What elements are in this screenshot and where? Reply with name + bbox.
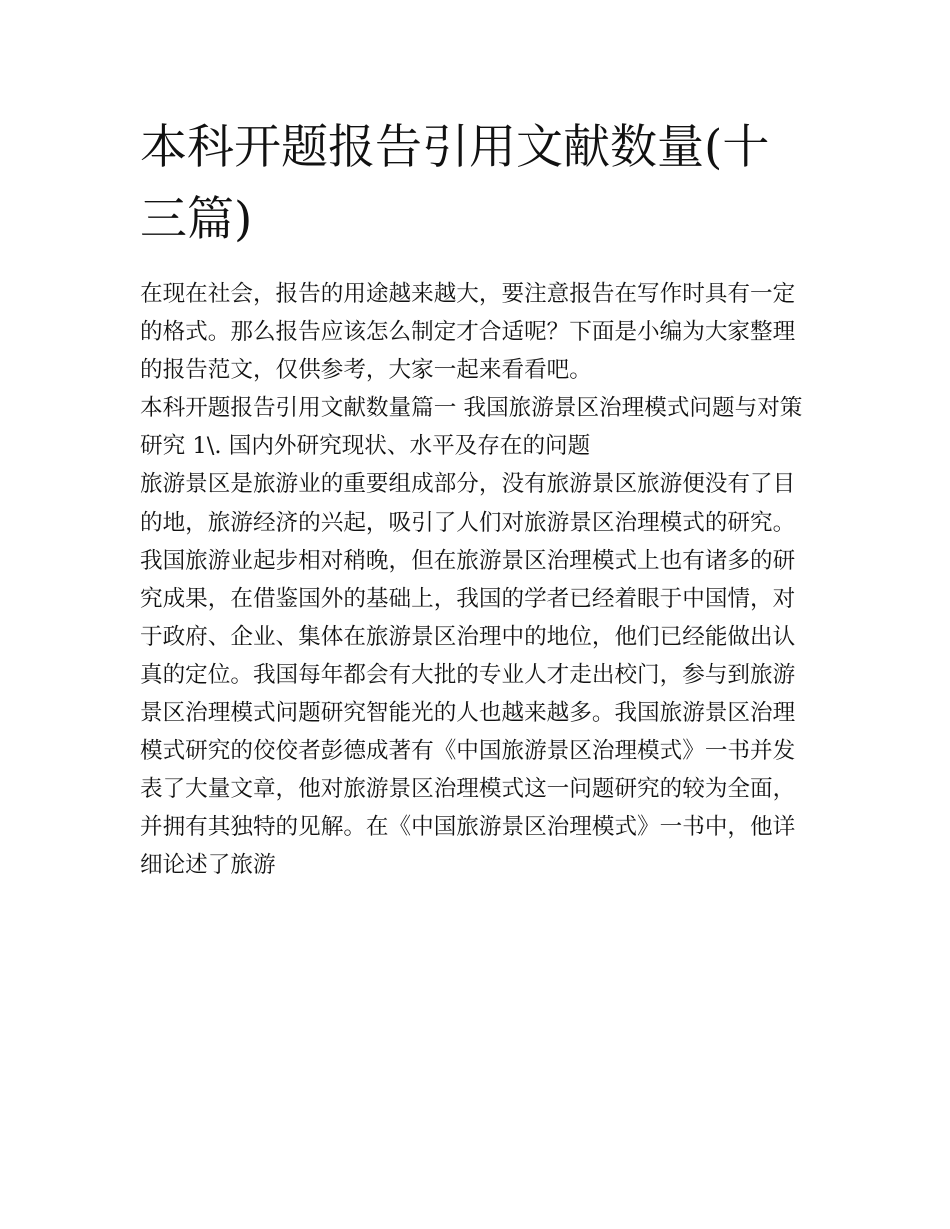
body-paragraph: 旅游景区是旅游业的重要组成部分，没有旅游景区旅游便没有了目的地，旅游经济的兴起，吸引了人们对旅游景区治理模式的研究。我国旅游业起步相对稍晚，但在旅游景区治理模式上也有诸多的研究成果，在借鉴国外的基础上，我国的学者已经着眼于中国情，对于政府、企业、集体在旅游景区治理中的地位，他们已经能做出认真的定位。我国每年都会有大批的专业人才走出校门，参与到旅游景区治理模式问题研究智能光的人也越来越多。我国旅游景区治理模式研究的佼佼者彭德成著有《中国旅游景区治理模式》一书并发表了大量文章，他对旅游景区治理模式这一问题研究的较为全面，并拥有其独特的见解。在《中国旅游景区治理模式》一书中，他详细论述了旅游 — [140, 471, 796, 879]
document-title: 本科开题报告引用文献数量(十三篇) — [140, 120, 770, 247]
section-heading-paragraph: 本科开题报告引用文献数量篇一 我国旅游景区治理模式问题与对策研究 1\. 国内外研究现状、水平及存在的问题 — [140, 395, 803, 460]
document-body — [140, 112, 812, 885]
intro-paragraph: 在现在社会，报告的用途越来越大，要注意报告在写作时具有一定的格式。那么报告应该怎么制定才合适呢？下面是小编为大家整理的报告范文，仅供参考，大家一起来看看吧。 — [140, 281, 796, 384]
